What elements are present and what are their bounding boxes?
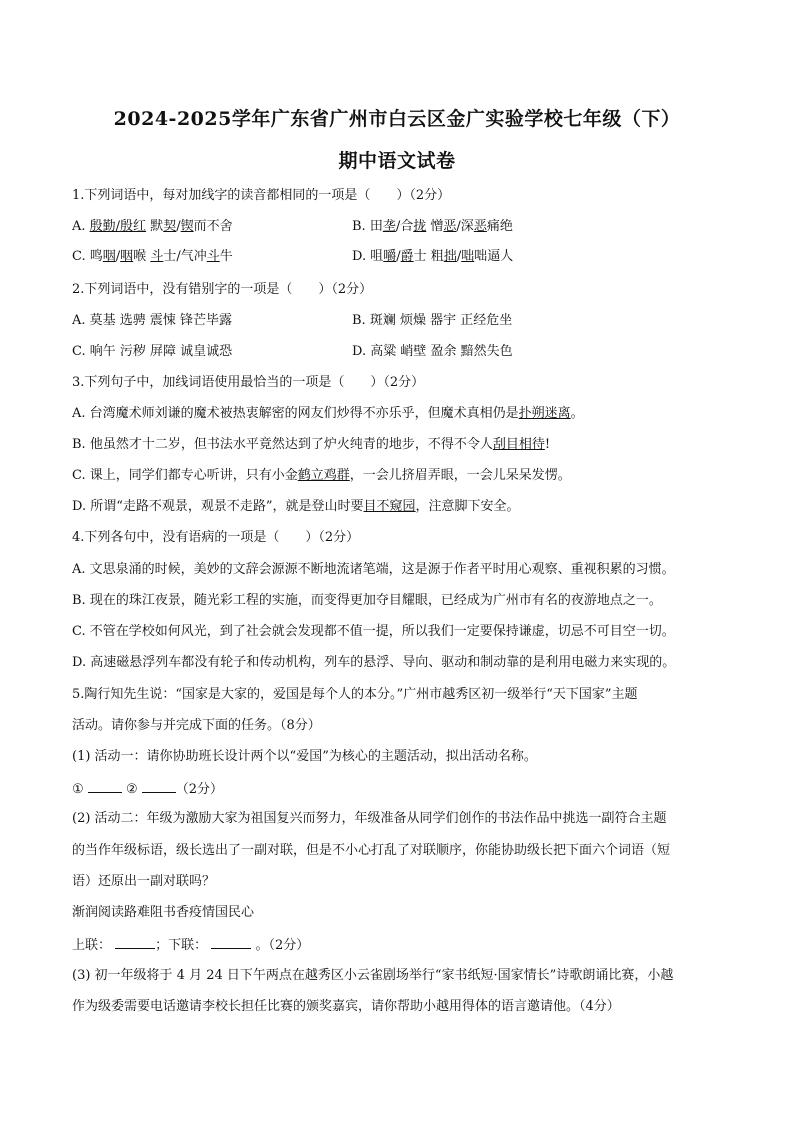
q3-option-d: D. 所谓“走路不观景，观景不走路”，就是登山时要目不窥园，注意脚下安全。 — [72, 499, 520, 514]
lower-couplet-blank[interactable] — [211, 935, 251, 949]
q2-option-a: A. 莫基 选骋 震悚 锋芒毕露 — [72, 313, 233, 328]
q5-sub1: (1) 活动一：请你协助班长设计两个以“爱国”为核心的主题活动，拟出活动名称。 — [72, 749, 537, 764]
q5-sub2-line1: (2) 活动二：年级为激励大家为祖国复兴而努力，年级准备从同学们创作的书法作品中挑选一副符合主题 — [72, 811, 667, 826]
q5-word-list: 渐润阅读路难阻书香疫情国民心 — [72, 905, 255, 920]
exam-title-line2: 期中语文试卷 — [338, 150, 456, 172]
answer-blank-1[interactable] — [88, 779, 122, 793]
q4-option-b: B. 现在的珠江夜景，随光彩工程的实施，而变得更加夺目耀眼，已经成为广州市有名的夜游地点之一。 — [72, 593, 662, 608]
q5-stem-line2: 活动。请你参与并完成下面的任务。（8分） — [72, 718, 321, 733]
q5-couplet-answer: 上联： ；下联： 。（2分） — [72, 935, 732, 955]
q4-stem: 4.下列各句中，没有语病的一项是（ ）（2分） — [72, 530, 360, 545]
q3-option-a: A. 台湾魔术师刘谦的魔术被热衷解密的网友们炒得不亦乐乎，但魔术真相仍是扑朔迷离。 — [72, 406, 584, 421]
q2-option-b: B. 斑斓 烦燥 器宇 正经危坐 — [352, 313, 513, 328]
q3-option-c: C. 课上，同学们都专心听讲，只有小金鹤立鸡群，一会儿挤眉弄眼，一会儿呆呆发愣。 — [72, 468, 571, 483]
q5-sub2-line3: 语）还原出一副对联吗？ — [72, 874, 216, 889]
q5-sub1-answers: ① ② （2分） — [72, 779, 732, 799]
q2-option-d: D. 高粱 峭壁 盈余 黯然失色 — [352, 344, 513, 359]
q5-sub3-line2: 作为级委需要电话邀请李校长担任比赛的颁奖嘉宾，请你帮助小越用得体的语言邀请他。（4分） — [72, 999, 620, 1014]
q3-stem: 3.下列句子中，加线词语使用最恰当的一项是（ ）（2分） — [72, 375, 425, 390]
q4-option-a: A. 文思泉涌的时候，美妙的文辞会源源不断地流诸笔端，这是源于作者平时用心观察、重视积累的习惯。 — [72, 562, 675, 577]
answer-blank-2[interactable] — [142, 779, 176, 793]
q5-sub2-line2: 的当作年级标语，级长选出了一副对联，但是不小心打乱了对联顺序，你能协助级长把下面六个词语（短 — [72, 843, 671, 858]
q4-option-c: C. 不管在学校如何风光，到了社会就会发现都不值一提，所以我们一定要保持谦虚，切忌不可目空一切。 — [72, 624, 675, 639]
q3-option-b: B. 他虽然才十二岁，但书法水平竟然达到了炉火纯青的地步，不得不令人刮目相待! — [72, 437, 551, 452]
q4-option-d: D. 高速磁悬浮列车都没有轮子和传动机构，列车的悬浮、导向、驱动和制动靠的是利用电磁力来实现的。 — [72, 655, 676, 670]
q1-stem: 1.下列词语中，每对加线字的读音都相同的一项是（ ）（2分） — [72, 188, 451, 203]
q1-option-a: A. 殷勤/殷红 默契/锲而不舍 — [72, 219, 233, 234]
q5-sub3-line1: (3) 初一年级将于 4 月 24 日下午两点在越秀区小云雀剧场举行“家书纸短·国家情长”诗歌朗诵比赛，小越 — [72, 968, 674, 983]
q2-stem: 2.下列词语中，没有错别字的一项是（ ）（2分） — [72, 282, 373, 297]
q5-stem-line1: 5.陶行知先生说：“国家是大家的，爱国是每个人的本分。”广州市越秀区初一级举行“天下国家”主题 — [72, 687, 638, 702]
upper-couplet-blank[interactable] — [115, 935, 155, 949]
q1-option-c: C. 鸣咽/咽喉 斗士/气冲斗牛 — [72, 249, 233, 264]
exam-title-line1: 2024-2025学年广东省广州市白云区金广实验学校七年级（下） — [113, 108, 681, 130]
q2-option-c: C. 响午 污秽 屏障 诚皇诚恐 — [72, 344, 233, 359]
q1-option-d: D. 咀嚼/爵士 粗拙/咄咄逼人 — [352, 249, 514, 264]
q1-option-b: B. 田垄/合拢 憎恶/深恶痛绝 — [352, 219, 513, 234]
